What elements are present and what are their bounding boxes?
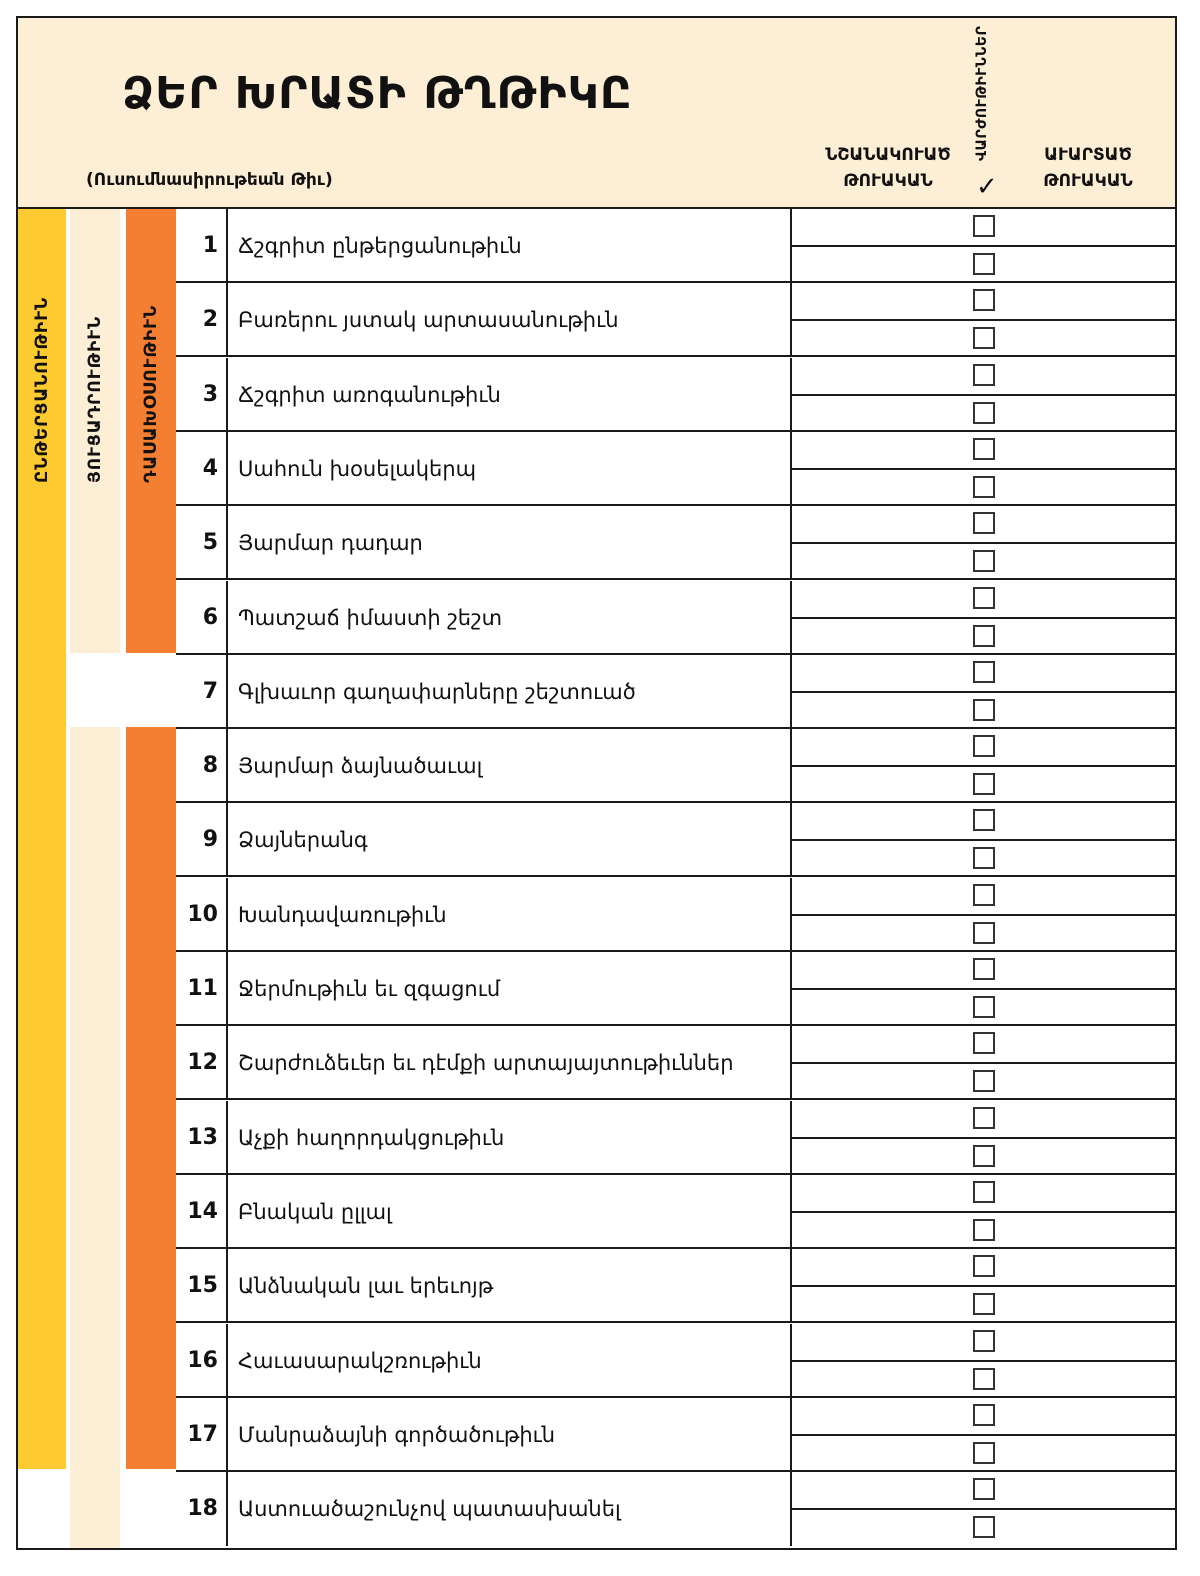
point-number: 7 xyxy=(176,655,228,729)
table-row xyxy=(176,283,1177,357)
score-cell xyxy=(790,1472,1177,1546)
table-row xyxy=(176,878,1177,952)
exercise-checkbox[interactable] xyxy=(973,1404,995,1426)
table-row xyxy=(176,1398,1177,1472)
point-number: 14 xyxy=(176,1175,228,1249)
point-number: 3 xyxy=(176,358,228,432)
delivery-band xyxy=(18,209,66,1469)
score-cell xyxy=(790,729,1177,803)
score-cell xyxy=(790,655,1177,729)
table-row xyxy=(176,1175,1177,1249)
point-label: Յարմար ձայնածաւալ xyxy=(238,754,483,779)
exercise-checkbox[interactable] xyxy=(973,550,995,572)
point-label: Սահուն խօսելակերպ xyxy=(238,456,477,481)
point-label: Բնական ըլլալ xyxy=(238,1199,392,1224)
point-label: Ճշգրիտ առոգանութիւն xyxy=(238,382,501,407)
point-label: Յարմար դադար xyxy=(238,531,423,556)
preparation-band-top xyxy=(70,209,120,653)
score-cell xyxy=(790,581,1177,655)
table-row xyxy=(176,581,1177,655)
exercise-checkbox[interactable] xyxy=(973,958,995,980)
point-number: 8 xyxy=(176,729,228,803)
point-number: 18 xyxy=(176,1472,228,1546)
point-label: Աստուածաշունչով պատասխանել xyxy=(238,1497,621,1522)
exercise-checkbox[interactable] xyxy=(973,1070,995,1092)
row-split-line xyxy=(792,394,1177,396)
exercise-checkbox[interactable] xyxy=(973,1478,995,1500)
row-split-line xyxy=(792,1508,1177,1510)
table-row xyxy=(176,1249,1177,1323)
point-label: Աչքի հաղորդակցութիւն xyxy=(238,1125,505,1150)
point-number: 10 xyxy=(176,878,228,952)
exercise-checkbox[interactable] xyxy=(973,773,995,795)
completed-date-line1: ԱՒԱՐՏԱԾ xyxy=(1044,145,1132,165)
score-cell xyxy=(790,1324,1177,1398)
exercises-label: ՎԱՐԺՈՒԹԻՒՆՆԵՐ xyxy=(974,26,990,162)
row-split-line xyxy=(792,765,1177,767)
table-row xyxy=(176,1026,1177,1100)
point-number: 11 xyxy=(176,952,228,1026)
delivery-label: ԸՆԹԵՐՑԱՆՈՒԹԻՒՆ xyxy=(32,296,52,483)
exercise-checkbox[interactable] xyxy=(973,1107,995,1129)
row-split-line xyxy=(792,617,1177,619)
point-label: Մանրաձայնի գործածութիւն xyxy=(238,1422,556,1447)
score-cell xyxy=(790,803,1177,877)
score-cell xyxy=(790,1175,1177,1249)
exercise-checkbox[interactable] xyxy=(973,996,995,1018)
table-row xyxy=(176,1472,1177,1546)
exercise-checkbox[interactable] xyxy=(973,1032,995,1054)
exercise-checkbox[interactable] xyxy=(973,476,995,498)
row-split-line xyxy=(792,468,1177,470)
point-number: 15 xyxy=(176,1249,228,1323)
point-label: Բառերու յստակ արտասանութիւն xyxy=(238,308,619,333)
assigned-date-line2: ԹՈՒԱԿԱՆ xyxy=(843,171,933,191)
table-row xyxy=(176,1324,1177,1398)
exercise-checkbox[interactable] xyxy=(973,438,995,460)
table-row xyxy=(176,1101,1177,1175)
speaking-label: ԴԱՍԱԽՕՍՈՒԹԻՒՆ xyxy=(141,304,161,483)
exercise-checkbox[interactable] xyxy=(973,1330,995,1352)
row-split-line xyxy=(792,542,1177,544)
preparation-label: ՅՈՒՑԱԴՐՈՒԹԻՒՆ xyxy=(85,315,105,483)
point-number: 13 xyxy=(176,1101,228,1175)
exercise-checkbox[interactable] xyxy=(973,1219,995,1241)
preparation-band-bottom xyxy=(70,727,120,1550)
completed-date-line2: ԹՈՒԱԿԱՆ xyxy=(1043,171,1133,191)
score-cell xyxy=(790,283,1177,357)
score-cell xyxy=(790,432,1177,506)
exercise-checkbox[interactable] xyxy=(973,1516,995,1538)
exercise-checkbox[interactable] xyxy=(973,289,995,311)
row-split-line xyxy=(792,1137,1177,1139)
exercise-checkbox[interactable] xyxy=(973,922,995,944)
assigned-date-header xyxy=(788,142,988,194)
row-split-line xyxy=(792,1360,1177,1362)
row-split-line xyxy=(792,1211,1177,1213)
exercise-checkbox[interactable] xyxy=(973,884,995,906)
table-row xyxy=(176,729,1177,803)
point-number: 5 xyxy=(176,506,228,580)
exercise-checkbox[interactable] xyxy=(973,847,995,869)
point-number: 9 xyxy=(176,803,228,877)
speaking-band-top xyxy=(126,209,176,653)
point-label: Խանդավառութիւն xyxy=(238,902,447,927)
score-cell xyxy=(790,209,1177,283)
score-cell xyxy=(790,1101,1177,1175)
score-cell xyxy=(790,358,1177,432)
exercise-checkbox[interactable] xyxy=(973,625,995,647)
exercise-checkbox[interactable] xyxy=(973,735,995,757)
row-split-line xyxy=(792,839,1177,841)
point-label: Պատշաճ իմաստի շեշտ xyxy=(238,605,503,630)
point-label: Անձնական լաւ երեւոյթ xyxy=(238,1274,494,1299)
table-row xyxy=(176,209,1177,283)
point-number: 6 xyxy=(176,581,228,655)
score-cell xyxy=(790,506,1177,580)
exercise-checkbox[interactable] xyxy=(973,512,995,534)
exercise-checkbox[interactable] xyxy=(973,364,995,386)
point-label: Ձայներանգ xyxy=(238,828,368,853)
table-row xyxy=(176,952,1177,1026)
score-cell xyxy=(790,1398,1177,1472)
exercise-checkbox[interactable] xyxy=(973,1442,995,1464)
exercise-checkbox[interactable] xyxy=(973,699,995,721)
exercise-checkbox[interactable] xyxy=(973,402,995,424)
point-label: Ճշգրիտ ընթերցանութիւն xyxy=(238,234,522,258)
score-cell xyxy=(790,952,1177,1026)
point-label: Շարժուձեւեր եւ դէմքի արտայայտութիւններ xyxy=(238,1051,734,1076)
header xyxy=(18,18,1175,209)
completed-date-header xyxy=(1008,142,1168,194)
counsel-slip xyxy=(16,16,1177,1550)
row-split-line xyxy=(792,691,1177,693)
point-number: 17 xyxy=(176,1398,228,1472)
table-row xyxy=(176,655,1177,729)
exercise-checkbox[interactable] xyxy=(973,1368,995,1390)
row-split-line xyxy=(792,1062,1177,1064)
point-label: Ջերմութիւն եւ զգացում xyxy=(238,977,501,1001)
assigned-date-line1: ՆՇԱՆԱԿՈՒԱԾ xyxy=(825,145,951,165)
row-split-line xyxy=(792,988,1177,990)
point-number: 2 xyxy=(176,283,228,357)
row-split-line xyxy=(792,245,1177,247)
row-split-line xyxy=(792,914,1177,916)
point-label: Հաւասարակշռութիւն xyxy=(238,1348,482,1373)
speaking-band-bottom xyxy=(126,727,176,1469)
table-row xyxy=(176,358,1177,432)
table-row xyxy=(176,506,1177,580)
checkmark-icon: ✓ xyxy=(976,172,998,202)
row-split-line xyxy=(792,1285,1177,1287)
table-row xyxy=(176,803,1177,877)
exercise-checkbox[interactable] xyxy=(973,1255,995,1277)
study-number-label: (Ուսումնասիրութեան Թիւ) xyxy=(86,170,333,190)
exercise-checkbox[interactable] xyxy=(973,327,995,349)
point-label: Գլխաւոր գաղափարները շեշտուած xyxy=(238,679,636,704)
exercise-checkbox[interactable] xyxy=(973,253,995,275)
exercise-checkbox[interactable] xyxy=(973,1181,995,1203)
exercise-checkbox[interactable] xyxy=(973,1145,995,1167)
point-number: 16 xyxy=(176,1324,228,1398)
exercise-checkbox[interactable] xyxy=(973,809,995,831)
point-number: 1 xyxy=(176,209,228,283)
exercise-checkbox[interactable] xyxy=(973,215,995,237)
row-split-line xyxy=(792,319,1177,321)
exercise-checkbox[interactable] xyxy=(973,1293,995,1315)
score-cell xyxy=(790,878,1177,952)
score-cell xyxy=(790,1249,1177,1323)
exercise-checkbox[interactable] xyxy=(973,587,995,609)
row-split-line xyxy=(792,1434,1177,1436)
exercises-header xyxy=(974,26,1004,202)
page-title: ՁԵՐ ԽՐԱՏԻ ԹՂԹԻԿԸ xyxy=(122,68,633,119)
point-number: 12 xyxy=(176,1026,228,1100)
point-number: 4 xyxy=(176,432,228,506)
table-row xyxy=(176,432,1177,506)
score-cell xyxy=(790,1026,1177,1100)
exercise-checkbox[interactable] xyxy=(973,661,995,683)
